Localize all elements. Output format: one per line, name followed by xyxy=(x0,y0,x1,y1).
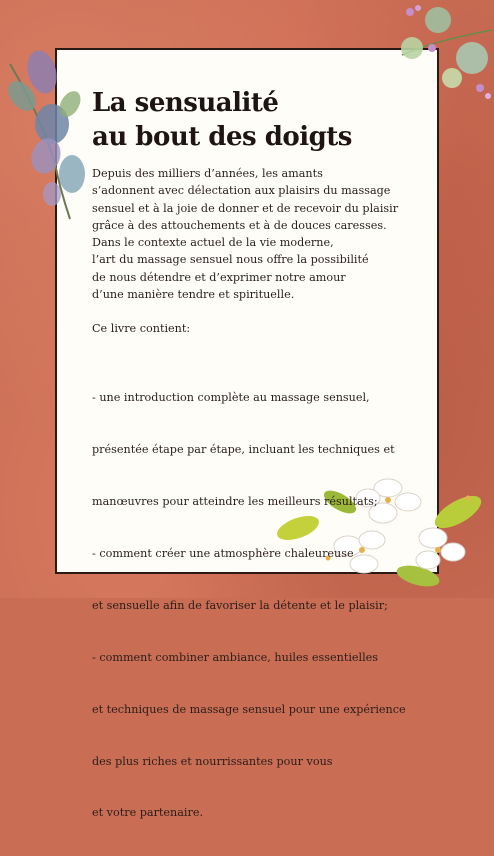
intro-line: Depuis des milliers d’années, les amants xyxy=(92,167,323,180)
flower-sprig-illustration xyxy=(392,0,494,110)
title-line-2: au bout des doigts xyxy=(92,122,352,152)
body-text xyxy=(92,165,432,856)
list-line: manœuvres pour atteindre les meilleurs résultats; xyxy=(92,495,378,509)
list-line: - une introduction complète au massage sensuel, xyxy=(92,391,370,405)
intro-line: s’adonnent avec délectation aux plaisirs du massage xyxy=(92,184,391,198)
list-line: et sensuelle afin de favoriser la détente et le plaisir; xyxy=(92,598,388,612)
intro-line: d’une manière tendre et spirituelle. xyxy=(92,288,295,302)
contents-list xyxy=(92,355,432,856)
intro-paragraph xyxy=(92,165,432,303)
list-line: des plus riches et nourrissantes pour vous xyxy=(92,754,333,768)
list-line: présentée étape par étape, incluant les techniques et xyxy=(92,443,395,457)
intro-line: l’art du massage sensuel nous offre la possibilité xyxy=(92,253,369,267)
list-line: - comment combiner ambiance, huiles essentielles xyxy=(92,650,379,664)
page-title xyxy=(92,86,392,154)
contents-heading: Ce livre contient: xyxy=(92,322,191,336)
list-line: - comment créer une atmosphère chaleureuse xyxy=(92,546,354,560)
title-line-1: La sensualité xyxy=(92,88,279,118)
intro-line: sensuel et à la joie de donner et de recevoir du plaisir xyxy=(92,201,399,215)
intro-line: de nous détendre et d’exprimer notre amour xyxy=(92,270,346,284)
list-line: et votre partenaire. xyxy=(92,806,204,820)
intro-line: Dans le contexte actuel de la vie moderne, xyxy=(92,236,334,250)
list-line: et techniques de massage sensuel pour une expérience xyxy=(92,702,406,716)
eucalyptus-illustration xyxy=(0,44,95,224)
intro-line: grâce à des attouchements et à de douces caresses. xyxy=(92,218,387,232)
